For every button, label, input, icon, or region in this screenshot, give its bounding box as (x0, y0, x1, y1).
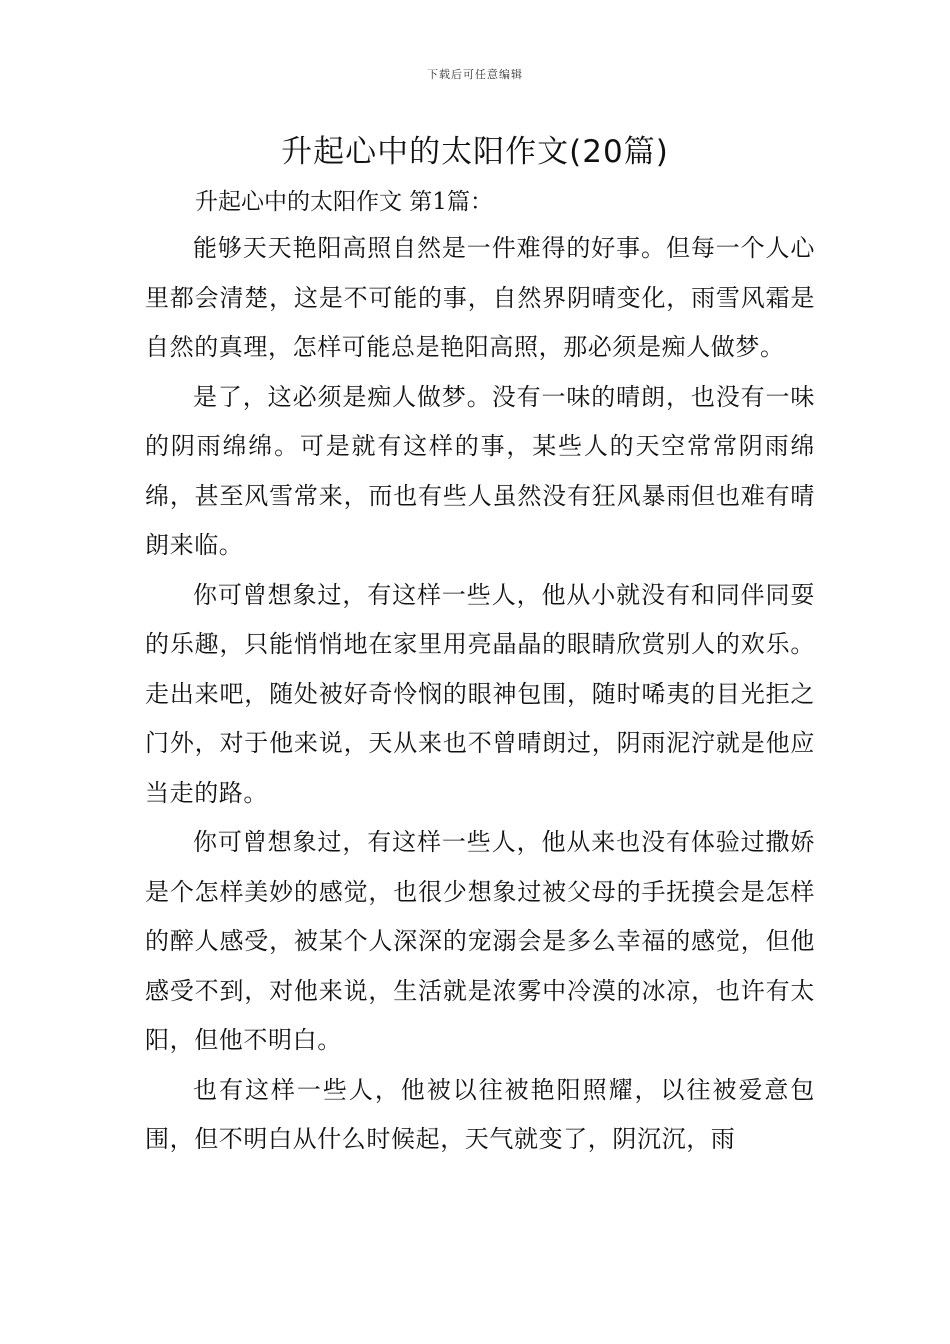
document-title: 升起心中的太阳作文(20篇) (281, 134, 669, 170)
document-body (145, 224, 815, 1165)
paragraph: 你可曾想象过，有这样一些人，他从小就没有和同伴同耍的乐趣，只能悄悄地在家里用亮晶晶的眼睛欣赏别人的欢乐。走出来吧，随处被好奇怜悯的眼神包围，随时唏夷的目光拒之门外，对于他来说，天从来也不曾晴朗过，阴雨泥泞就是他应当走的路。 (145, 580, 815, 807)
paragraph: 是了，这必须是痴人做梦。没有一味的晴朗，也没有一味的阴雨绵绵。可是就有这样的事，某些人的天空常常阴雨绵绵，甚至风雪常来，而也有些人虽然没有狂风暴雨但也难有晴朗来临。 (145, 382, 815, 559)
header-note: 下载后可任意编辑 (427, 68, 523, 81)
paragraph: 能够天天艳阳高照自然是一件难得的好事。但每一个人心里都会清楚，这是不可能的事，自然界阴晴变化，雨雪风霜是自然的真理，怎样可能总是艳阳高照，那必须是痴人做梦。 (145, 234, 815, 361)
paragraph: 也有这样一些人，他被以往被艳阳照耀，以往被爱意包围，但不明白从什么时候起，天气就变了，阴沉沉，雨 (145, 1075, 815, 1153)
paragraph: 你可曾想象过，有这样一些人，他从来也没有体验过撒娇是个怎样美妙的感觉，也很少想象过被父母的手抚摸会是怎样的醉人感受，被某个人深深的宠溺会是多么幸福的感觉，但他感受不到，对他来说，生活就是浓雾中冷漠的冰凉，也许有太阳，但他不明白。 (145, 828, 815, 1054)
section-heading: 升起心中的太阳作文 第1篇： (195, 189, 493, 215)
